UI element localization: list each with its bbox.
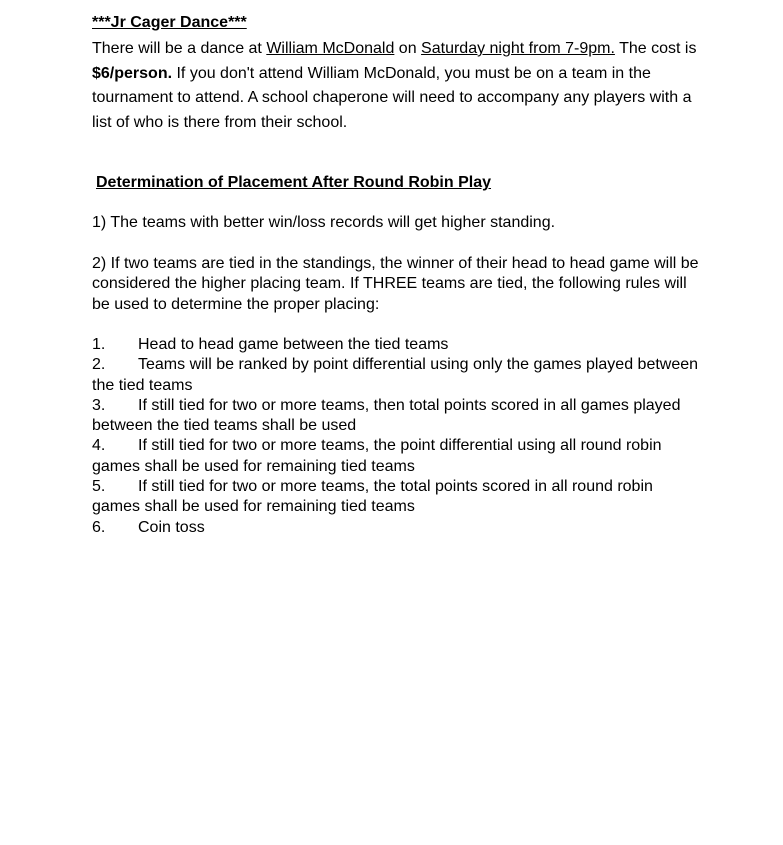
dance-venue: William McDonald [266,40,395,57]
tiebreaker-text: If still tied for two or more teams, the total points scored in all round robin games shall be used for remaining tied teams [92,478,653,516]
tiebreaker-text: Head to head game between the tied teams [138,336,449,353]
dance-text-3: The cost is [614,40,697,57]
tiebreaker-item [92,335,704,355]
tiebreaker-list [92,335,704,538]
dance-cost: $6/person. [92,64,173,82]
tiebreaker-number: 4. [92,437,106,455]
dance-text-4: If you don't attend William McDonald, you must be on a team in the tournament to attend. A school chaperone will need to accompany any players with a list of who is there from their school. [92,64,692,131]
tiebreaker-number: 1. [92,336,106,353]
dance-text-2: on [394,40,422,57]
dance-time: Saturday night from 7-9pm. [421,40,615,57]
tiebreaker-item [92,436,704,477]
tiebreaker-number: 3. [92,396,106,414]
tiebreaker-item [92,518,704,538]
tiebreaker-text: Coin toss [138,518,205,536]
tiebreaker-item [92,477,704,518]
tiebreaker-item [92,355,704,396]
dance-heading: ***Jr Cager Dance*** [92,14,247,31]
tiebreaker-number: 5. [92,478,106,496]
tiebreaker-item [92,396,704,437]
tiebreaker-number: 6. [92,518,106,536]
placement-heading: Determination of Placement After Round Robin Play [96,174,492,191]
tiebreaker-text: If still tied for two or more teams, then total points scored in all games played between the tied teams shall be used [92,396,681,435]
dance-text-1: There will be a dance at [92,40,267,57]
tiebreaker-text: If still tied for two or more teams, the point differential using all round robin games shall be used for remaining tied teams [92,437,662,475]
tiebreaker-text: Teams will be ranked by point differential using only the games played between the tied teams [92,356,699,394]
standing-rule-1: 1) The teams with better win/loss records will get higher standing. [92,214,556,231]
standing-rule-2: 2) If two teams are tied in the standings, the winner of their head to head game will be considered the higher placing team. If THREE teams are tied, the following rules will be used to determine the proper placing: [92,255,699,313]
dance-paragraph [92,37,704,135]
tiebreaker-number: 2. [92,356,106,374]
document-page [92,12,704,536]
